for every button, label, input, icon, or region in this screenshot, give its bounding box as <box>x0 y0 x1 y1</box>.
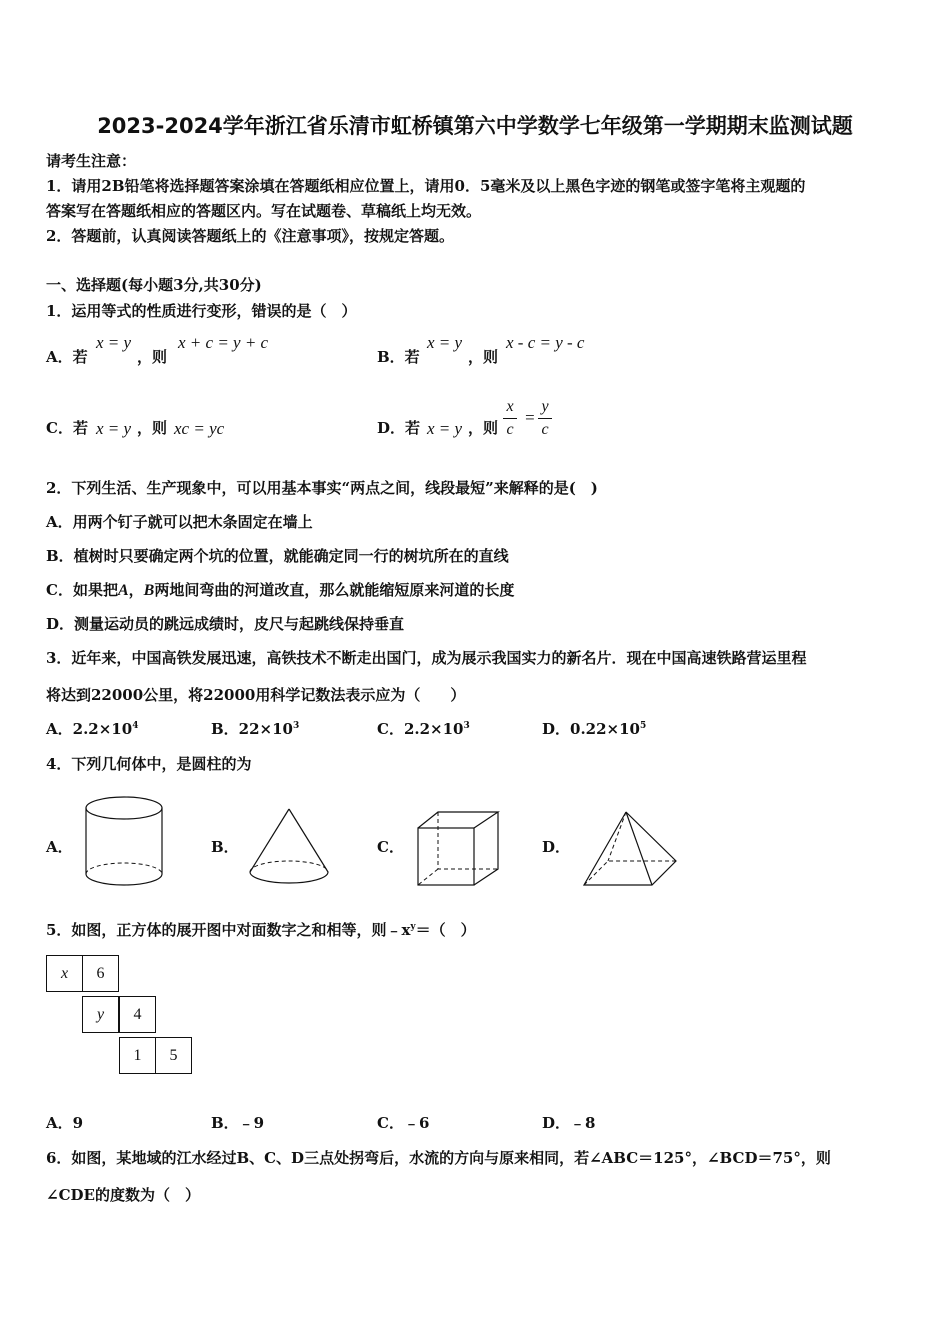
notice-line2: 2．答题前，认真阅读答题纸上的《注意事项》，按规定答题。 <box>46 227 454 245</box>
q1-option-d-fraction-right: y c <box>538 398 552 439</box>
q1-option-c-condition: x = y <box>96 419 132 438</box>
q5-option-c: C．﹣6 <box>377 1114 430 1132</box>
section-heading: 一、选择题(每小题3分,共30分) <box>46 276 262 294</box>
cube-figure <box>414 808 504 890</box>
q1-option-d-prefix: D．若 <box>377 419 421 437</box>
q2-option-c: C．如果把A，B两地间弯曲的河道改直，那么就能缩短原来河道的长度 <box>46 581 515 599</box>
q1-option-d-equals: = <box>524 408 536 427</box>
q1-option-d-mid: ，则 <box>468 419 499 437</box>
q1-option-b-prefix: B．若 <box>377 348 420 366</box>
q4-option-b-label: B． <box>211 838 239 856</box>
q3-option-b: B．$22\times 10^3$ <box>211 720 300 738</box>
q1-option-c-mid: ，则 <box>137 419 168 437</box>
q5-stem: 5．如图，正方体的展开图中对面数字之和相等，则$﹣x^y=$（ ） <box>46 921 476 939</box>
q3-stem-line2: 将达到22000公里，将22000用科学记数法表示应为（ ） <box>46 686 466 704</box>
net-cell-y: y <box>82 996 119 1033</box>
page-title: 2023-2024学年浙江省乐清市虹桥镇第六中学数学七年级第一学期期末监测试题 <box>97 114 853 138</box>
q4-stem: 4．下列几何体中，是圆柱的为 <box>46 755 252 773</box>
q2-option-a: A．用两个钉子就可以把木条固定在墙上 <box>46 513 313 531</box>
net-cell-x: x <box>46 955 83 992</box>
net-cell-5: 5 <box>155 1037 192 1074</box>
q6-stem-line2: ∠CDE的度数为（ ） <box>46 1186 200 1204</box>
notice-heading: 请考生注意： <box>46 152 137 170</box>
q1-option-c-result: xc = yc <box>174 419 225 438</box>
q4-option-a-label: A． <box>46 838 73 856</box>
net-cell-4: 4 <box>119 996 156 1033</box>
q5-option-a: A．9 <box>46 1114 84 1132</box>
q4-option-c-label: C． <box>377 838 404 856</box>
q1-option-c-prefix: C．若 <box>46 419 88 437</box>
q2-stem: 2．下列生活、生产现象中，可以用基本事实“两点之间，线段最短”来解释的是( ) <box>46 479 598 497</box>
notice-line1b: 答案写在答题纸相应的答题区内。写在试题卷、草稿纸上均无效。 <box>46 202 482 220</box>
notice-line1: 1．请用2B铅笔将选择题答案涂填在答题纸相应位置上，请用0．5毫米及以上黑色字迹的钢笔或签字笔将主观题的 <box>46 177 806 195</box>
q1-option-d-condition: x = y <box>427 419 463 438</box>
q6-stem-line1: 6．如图，某地域的江水经过B、C、D三点处拐弯后，水流的方向与原来相同，若∠ABC＝125°，∠BCD＝75°，则 <box>46 1149 831 1167</box>
q4-option-d-label: D． <box>542 838 571 856</box>
q3-option-c: C．$2.2\times 10^3$ <box>377 720 470 738</box>
q1-option-a-prefix: A．若 <box>46 348 88 366</box>
q1-option-a-mid: ，则 <box>137 348 168 366</box>
cone-figure <box>246 806 332 888</box>
q1-option-b-result: x - c = y - c <box>506 333 585 352</box>
q1-option-a-condition: x = y <box>96 333 132 352</box>
cylinder-figure <box>82 794 166 890</box>
q3-stem-line1: 3．近年来，中国高铁发展迅速，高铁技术不断走出国门，成为展示我国实力的新名片．现在中国高速铁路营运里程 <box>46 649 807 667</box>
q1-option-b-condition: x = y <box>427 333 463 352</box>
net-cell-1: 1 <box>119 1037 156 1074</box>
net-cell-6: 6 <box>82 955 119 992</box>
q3-option-a: A．$2.2\times 10^4$ <box>46 720 139 738</box>
q1-stem: 1．运用等式的性质进行变形，错误的是（ ） <box>46 302 357 320</box>
q5-option-d: D．﹣8 <box>542 1114 596 1132</box>
pyramid-figure <box>580 808 680 890</box>
q1-option-a-result: x + c = y + c <box>178 333 269 352</box>
q2-option-d: D．测量运动员的跳远成绩时，皮尺与起跳线保持垂直 <box>46 615 405 633</box>
q5-option-b: B．﹣9 <box>211 1114 265 1132</box>
q1-option-d-fraction-left: x c <box>503 398 517 439</box>
q2-option-b: B．植树时只要确定两个坑的位置，就能确定同一行的树坑所在的直线 <box>46 547 509 565</box>
q1-option-b-mid: ，则 <box>468 348 499 366</box>
q3-option-d: D．$0.22\times 10^5$ <box>542 720 647 738</box>
